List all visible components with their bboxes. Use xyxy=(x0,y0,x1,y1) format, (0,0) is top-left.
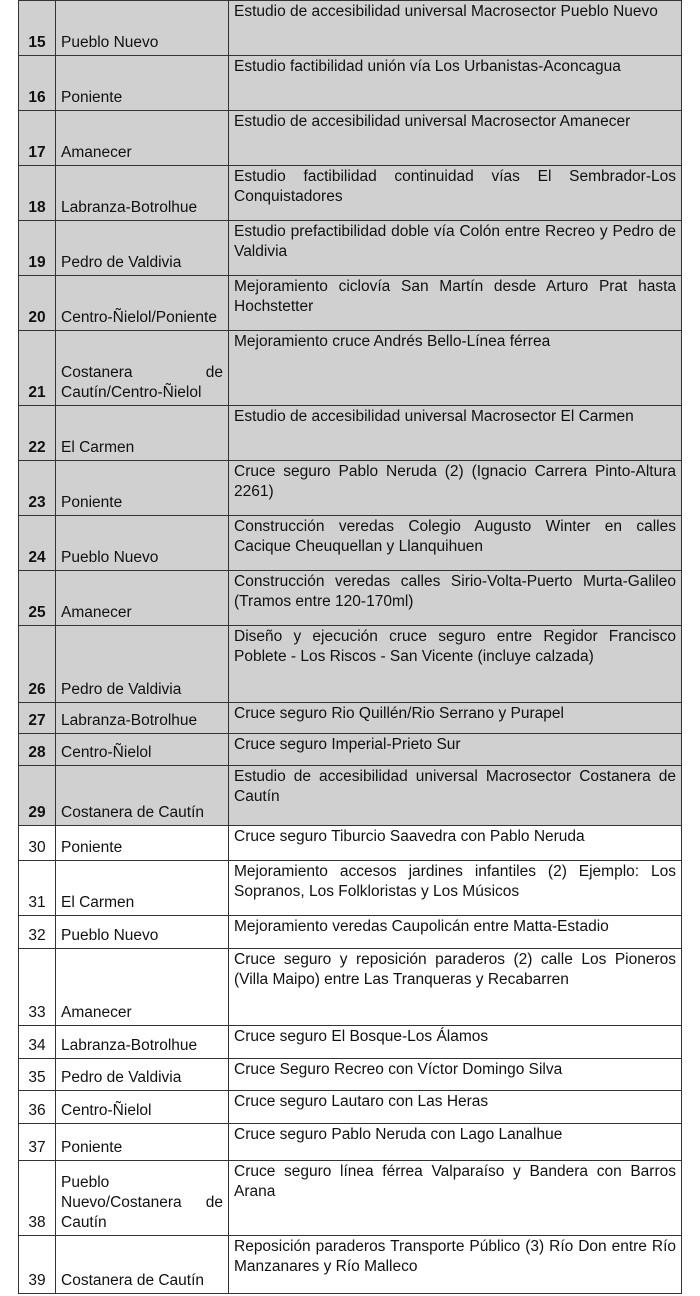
sector-cell: Labranza-Botrolhue xyxy=(56,703,229,734)
sector-cell: Poniente xyxy=(56,826,229,861)
sector-cell: Costanera de Cautín/Centro-Ñielol xyxy=(56,331,229,406)
table-body xyxy=(19,1,682,1294)
description-cell: Estudio factibilidad continuidad vías El Sembrador-Los Conquistadores xyxy=(229,166,682,221)
sector-cell: Labranza-Botrolhue xyxy=(56,166,229,221)
row-number: 18 xyxy=(19,166,56,221)
row-number: 39 xyxy=(19,1236,56,1294)
row-number: 34 xyxy=(19,1026,56,1059)
row-number: 27 xyxy=(19,703,56,734)
table-row xyxy=(19,1,682,56)
sector-cell: Pueblo Nuevo xyxy=(56,516,229,571)
sector-cell: El Carmen xyxy=(56,406,229,461)
table-row xyxy=(19,406,682,461)
row-number: 31 xyxy=(19,861,56,916)
sector-cell: Centro-Ñielol xyxy=(56,1091,229,1124)
table-row xyxy=(19,703,682,734)
table-row xyxy=(19,1026,682,1059)
sector-cell: Poniente xyxy=(56,1124,229,1161)
row-number: 16 xyxy=(19,56,56,111)
sector-cell: Amanecer xyxy=(56,111,229,166)
row-number: 30 xyxy=(19,826,56,861)
description-cell: Cruce seguro línea férrea Valparaíso y Bandera con Barros Arana xyxy=(229,1161,682,1236)
description-cell: Estudio factibilidad unión vía Los Urbanistas-Aconcagua xyxy=(229,56,682,111)
table-row xyxy=(19,1059,682,1091)
description-cell: Cruce seguro Lautaro con Las Heras xyxy=(229,1091,682,1124)
table-row xyxy=(19,166,682,221)
sector-cell: Costanera de Cautín xyxy=(56,1236,229,1294)
sector-cell: Pueblo Nuevo/Costanera de Cautín xyxy=(56,1161,229,1236)
row-number: 20 xyxy=(19,276,56,331)
description-cell: Mejoramiento veredas Caupolicán entre Matta-Estadio xyxy=(229,916,682,949)
sector-cell: Pueblo Nuevo xyxy=(56,916,229,949)
table-row xyxy=(19,766,682,826)
row-number: 28 xyxy=(19,734,56,766)
table-row xyxy=(19,734,682,766)
table-row xyxy=(19,516,682,571)
table-row xyxy=(19,461,682,516)
row-number: 32 xyxy=(19,916,56,949)
table-row xyxy=(19,1091,682,1124)
row-number: 19 xyxy=(19,221,56,276)
table-row xyxy=(19,626,682,703)
table-row xyxy=(19,1161,682,1236)
row-number: 38 xyxy=(19,1161,56,1236)
row-number: 37 xyxy=(19,1124,56,1161)
sector-cell: Poniente xyxy=(56,461,229,516)
row-number: 33 xyxy=(19,949,56,1026)
row-number: 35 xyxy=(19,1059,56,1091)
table-row xyxy=(19,221,682,276)
row-number: 36 xyxy=(19,1091,56,1124)
sector-cell: Centro-Ñielol/Poniente xyxy=(56,276,229,331)
description-cell: Estudio de accesibilidad universal Macrosector El Carmen xyxy=(229,406,682,461)
description-cell: Mejoramiento cruce Andrés Bello-Línea férrea xyxy=(229,331,682,406)
description-cell: Diseño y ejecución cruce seguro entre Regidor Francisco Poblete - Los Riscos - San Vicente (incluye calzada) xyxy=(229,626,682,703)
description-cell: Construcción veredas calles Sirio-Volta-Puerto Murta-Galileo (Tramos entre 120-170ml) xyxy=(229,571,682,626)
table-row xyxy=(19,861,682,916)
description-cell: Estudio de accesibilidad universal Macrosector Amanecer xyxy=(229,111,682,166)
sector-cell: Pedro de Valdivia xyxy=(56,1059,229,1091)
row-number: 23 xyxy=(19,461,56,516)
sector-cell: Costanera de Cautín xyxy=(56,766,229,826)
sector-cell: Amanecer xyxy=(56,949,229,1026)
description-cell: Cruce seguro Pablo Neruda (2) (Ignacio Carrera Pinto-Altura 2261) xyxy=(229,461,682,516)
table-row xyxy=(19,826,682,861)
sector-cell: Labranza-Botrolhue xyxy=(56,1026,229,1059)
row-number: 24 xyxy=(19,516,56,571)
description-cell: Cruce seguro y reposición paraderos (2) calle Los Pioneros (Villa Maipo) entre Las Tranqueras y Recabarren xyxy=(229,949,682,1026)
description-cell: Cruce seguro Rio Quillén/Rio Serrano y Purapel xyxy=(229,703,682,734)
table-row xyxy=(19,1236,682,1294)
description-cell: Cruce Seguro Recreo con Víctor Domingo Silva xyxy=(229,1059,682,1091)
table-row xyxy=(19,949,682,1026)
sector-cell: Poniente xyxy=(56,56,229,111)
table-row xyxy=(19,276,682,331)
row-number: 21 xyxy=(19,331,56,406)
sector-cell: Amanecer xyxy=(56,571,229,626)
description-cell: Cruce seguro Tiburcio Saavedra con Pablo Neruda xyxy=(229,826,682,861)
row-number: 29 xyxy=(19,766,56,826)
sector-cell: Pueblo Nuevo xyxy=(56,1,229,56)
row-number: 15 xyxy=(19,1,56,56)
table-row xyxy=(19,571,682,626)
sector-cell: Centro-Ñielol xyxy=(56,734,229,766)
sector-cell: Pedro de Valdivia xyxy=(56,221,229,276)
description-cell: Reposición paraderos Transporte Público (3) Río Don entre Río Manzanares y Río Malleco xyxy=(229,1236,682,1294)
table-row xyxy=(19,56,682,111)
row-number: 26 xyxy=(19,626,56,703)
description-cell: Estudio prefactibilidad doble vía Colón entre Recreo y Pedro de Valdivia xyxy=(229,221,682,276)
sector-cell: El Carmen xyxy=(56,861,229,916)
row-number: 25 xyxy=(19,571,56,626)
description-cell: Estudio de accesibilidad universal Macrosector Costanera de Cautín xyxy=(229,766,682,826)
table-row xyxy=(19,111,682,166)
description-cell: Construcción veredas Colegio Augusto Winter en calles Cacique Cheuquellan y Llanquihuen xyxy=(229,516,682,571)
description-cell: Cruce seguro Imperial-Prieto Sur xyxy=(229,734,682,766)
table-row xyxy=(19,1124,682,1161)
description-cell: Cruce seguro El Bosque-Los Álamos xyxy=(229,1026,682,1059)
sector-cell: Pedro de Valdivia xyxy=(56,626,229,703)
table-row xyxy=(19,331,682,406)
description-cell: Mejoramiento ciclovía San Martín desde Arturo Prat hasta Hochstetter xyxy=(229,276,682,331)
projects-table xyxy=(18,0,682,1294)
row-number: 22 xyxy=(19,406,56,461)
table-row xyxy=(19,916,682,949)
description-cell: Mejoramiento accesos jardines infantiles (2) Ejemplo: Los Sopranos, Los Folkloristas y Los Músicos xyxy=(229,861,682,916)
description-cell: Estudio de accesibilidad universal Macrosector Pueblo Nuevo xyxy=(229,1,682,56)
description-cell: Cruce seguro Pablo Neruda con Lago Lanalhue xyxy=(229,1124,682,1161)
row-number: 17 xyxy=(19,111,56,166)
